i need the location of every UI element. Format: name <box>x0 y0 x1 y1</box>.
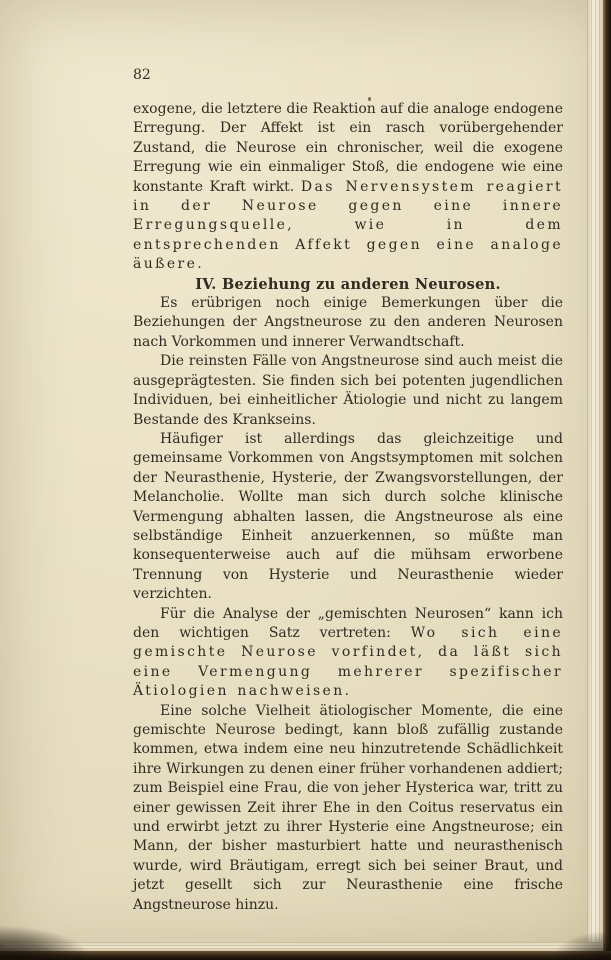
text-segment: Es erübrigen noch einige Bemerkungen über die Beziehungen der Angstneurose zu den anderen Neurosen nach Vorkommen und innerer Verwandtschaft. <box>133 295 563 350</box>
paragraph <box>133 100 563 275</box>
paragraph <box>133 605 563 702</box>
text-segment: Die reinsten Fälle von Angstneurose sind auch meist die ausgeprägtesten. Sie finden sich bei potenten jugendlichen Individuen, bei einheitlicher Ätiologie und nicht zu langem Bestande des Krankseins. <box>133 353 563 428</box>
paragraph <box>133 352 563 430</box>
emphasized-spaced-text: Wo sich eine gemischte Neurose vorfindet, da läßt sich eine Vermengung mehrerer spezifischer Ätiologien nachweisen. <box>133 624 564 700</box>
corner-shadow-bottom-left <box>0 926 90 960</box>
page-stack-edge-bottom <box>4 942 603 951</box>
text-segment: Eine solche Vielheit ätiologischer Momente, die eine gemischte Neurose bedingt, kann bloß zufällig zustande kommen, etwa indem eine neu hinzutretende Schädlichkeit ihre Wirkungen zu denen einer früher vorhandenen addiert; zum Beispiel eine Frau, die von jeher Hysterica war, tritt zu einer gewissen Zeit ihrer Ehe in den Coitus reservatus ein und erwirbt jetzt zu ihrer Hysterie eine Angstneurose; ein Mann, der bisher masturbiert hatte und neurasthenisch wurde, wird Bräutigam, erregt sich bei seiner Braut, und jetzt gesellt sich zur Neurasthenie eine frische Angstneurose hinzu. <box>133 702 563 913</box>
emphasized-spaced-text: Das Nervensystem reagiert in der Neurose gegen eine innere Erregungsquelle, wie in dem entsprechenden Affekt gegen eine analoge äußere. <box>133 178 563 273</box>
text-block <box>133 100 563 915</box>
section-heading: IV. Beziehung zu anderen Neurosen. <box>195 275 501 293</box>
paragraph <box>133 430 563 605</box>
corner-shadow-bottom-right <box>551 930 611 960</box>
paragraph <box>133 702 563 915</box>
text-segment: Häufiger ist allerdings das gleichzeitige und gemeinsame Vorkommen von Angstsymptomen mit solchen der Neurasthenie, Hysterie, der Zwangsvorstellungen, der Melancholie. Wollte man sich durch solche klinische Vermengung abhalten lassen, die Angstneurose als eine selbständige Einheit anzuerkennen, so müßte man konsequenterweise auch auf die mühsam erworbene Trennung von Hysterie und Neurasthenie wieder verzichten. <box>133 430 563 603</box>
text-segment: Für die Analyse der „gemischten Neurosen“ kann ich den wichtigen Satz vertreten: <box>133 605 563 641</box>
scan-speck <box>368 97 371 101</box>
scan-shadow-bottom <box>0 951 611 960</box>
text-segment: exogene, die letztere die Reaktion auf die analoge endogene Erregung. Der Affekt ist ein rasch vorübergehender Zustand, die Neurose ein chronischer, weil die exogene Erregung wie ein einmaliger Stoß, die endogene wie eine konstante Kraft wirkt. <box>133 101 563 195</box>
page-number: 82 <box>133 67 151 83</box>
paragraph <box>133 294 563 352</box>
page-stack-edge-right <box>587 0 603 944</box>
scan-shadow-right <box>603 0 611 960</box>
